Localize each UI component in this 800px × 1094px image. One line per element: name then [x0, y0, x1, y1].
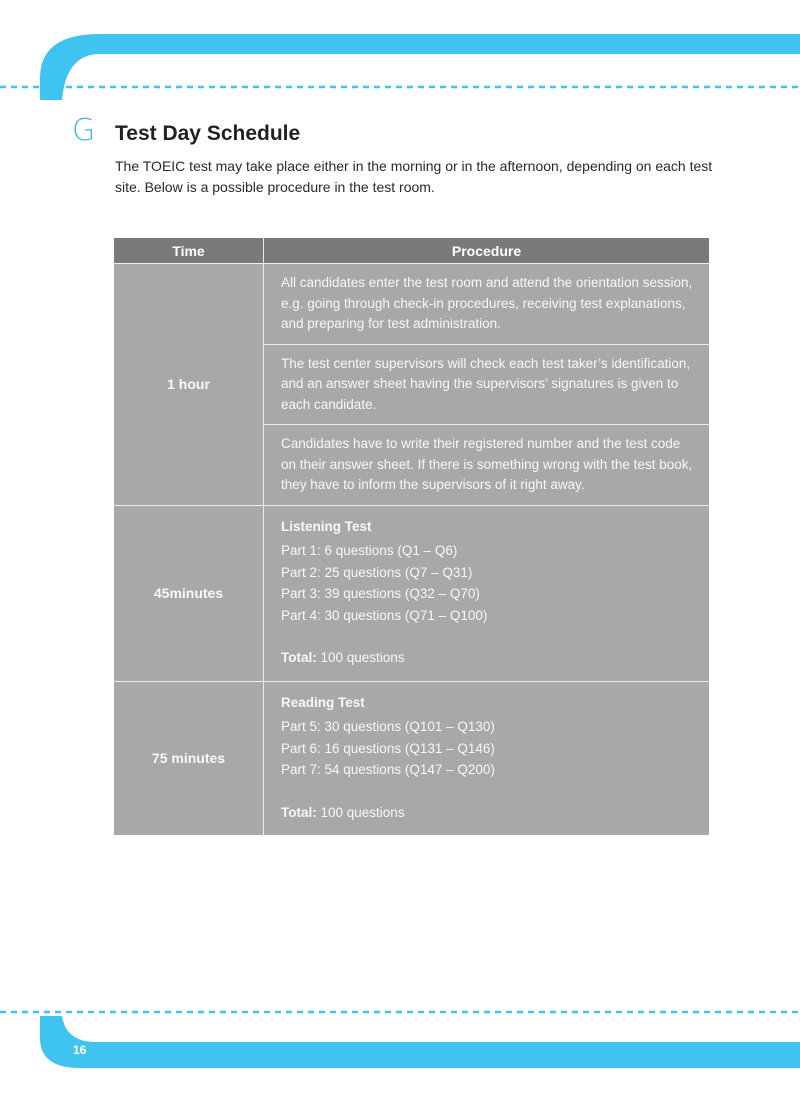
reading-part: Part 6: 16 questions (Q131 – Q146) [281, 740, 495, 756]
procedure-cell [264, 264, 710, 345]
header-procedure: Procedure [264, 238, 710, 264]
reading-test-title: Reading Test [281, 694, 365, 710]
table-header-row [114, 238, 709, 264]
table-row [114, 264, 709, 345]
reading-test-block [264, 682, 709, 836]
listening-total-label: Total: [281, 650, 317, 665]
listening-part: Part 1: 6 questions (Q1 – Q6) [281, 543, 458, 558]
time-cell-listening: 45minutes [114, 505, 264, 681]
reading-part: Part 7: 54 questions (Q147 – Q200) [281, 762, 495, 777]
page-number: 16 [73, 1043, 87, 1057]
table-row [114, 505, 709, 681]
procedure-step-2: The test center supervisors will check each test taker’s identification, and an answer sheet having the supervisors’ signatures is given to each candidate. [281, 355, 691, 412]
table-row [114, 681, 709, 835]
reading-total-value: 100 questions [316, 804, 405, 820]
procedure-step-3: Candidates have to write their registered number and the test code on their answer sheet. If there is something wrong with the test book, they have to inform the supervisors of it right away. [281, 436, 693, 492]
intro-paragraph: The TOEIC test may take place either in the morning or in the afternoon, depending on each test site. Below is a possible procedure in the test room. [115, 158, 713, 195]
bottom-decorative-band [0, 990, 800, 1094]
reading-total-label: Total: [281, 804, 317, 820]
procedure-cell [264, 505, 710, 681]
top-decorative-band [0, 0, 800, 100]
listening-test-title: Listening Test [281, 518, 372, 534]
schedule-table [114, 238, 709, 835]
listening-test-block [264, 506, 709, 681]
listening-total [281, 647, 697, 669]
procedure-cell [264, 681, 710, 835]
procedure-cell [264, 425, 710, 506]
listening-part: Part 4: 30 questions (Q71 – Q100) [281, 607, 488, 623]
listening-total-value: 100 questions [316, 650, 405, 665]
listening-part: Part 2: 25 questions (Q7 – Q31) [281, 564, 473, 580]
page-title: Test Day Schedule [115, 122, 301, 145]
time-cell-reading: 75 minutes [114, 681, 264, 835]
header-time: Time [114, 238, 264, 264]
time-cell-orientation: 1 hour [114, 264, 264, 506]
section-letter: G [72, 113, 96, 148]
reading-total [281, 802, 697, 824]
procedure-cell [264, 344, 710, 425]
listening-part: Part 3: 39 questions (Q32 – Q70) [281, 586, 480, 601]
reading-part: Part 5: 30 questions (Q101 – Q130) [281, 719, 495, 734]
procedure-step-1: All candidates enter the test room and attend the orientation session, e.g. going through check-in procedures, receiving test explanations, and preparing for test administration. [281, 275, 693, 331]
